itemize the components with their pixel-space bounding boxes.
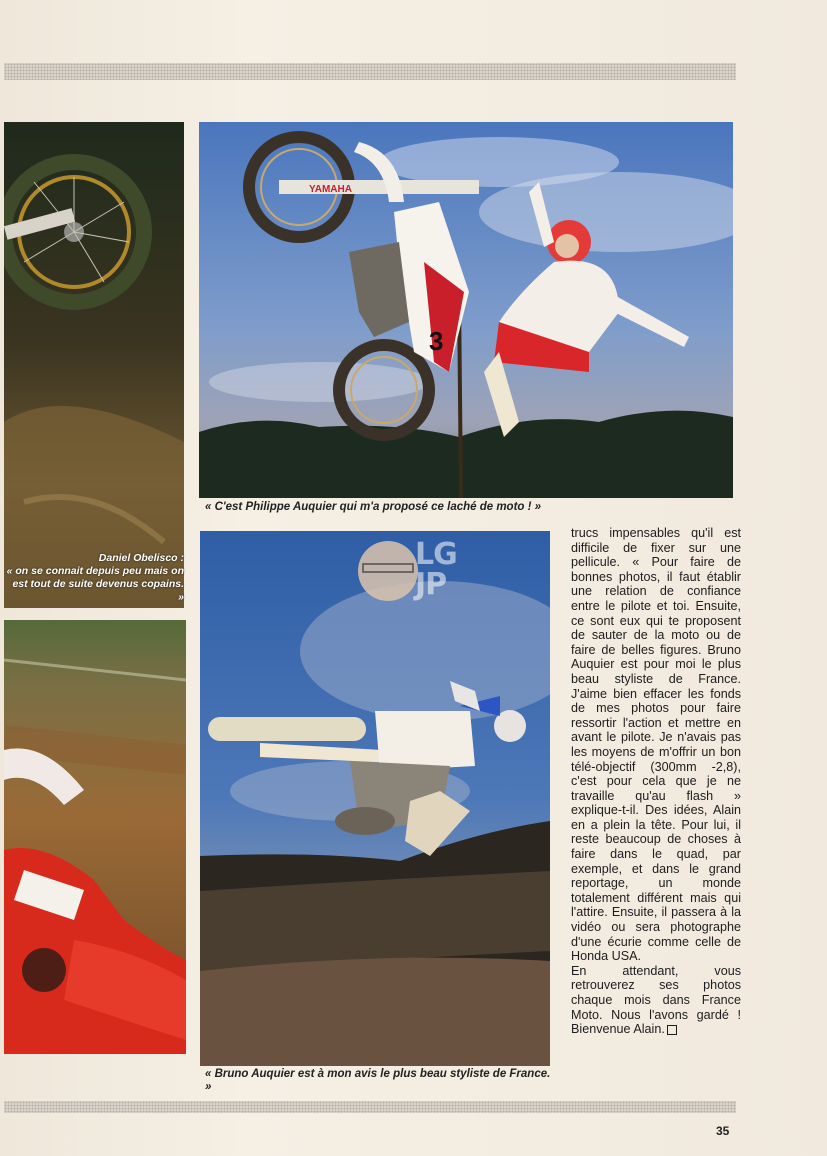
page-number: 35 (716, 1124, 730, 1138)
left-caption-name: Daniel Obelisco : (98, 552, 184, 564)
left-caption-quote: « on se connait depuis peu mais on est tout de suite devenus copains. » (6, 565, 184, 603)
bike-number: 3 (429, 326, 444, 356)
bottom-jump-photo (200, 531, 550, 1066)
article-paragraph-2 (571, 964, 741, 1037)
top-decorative-band (4, 63, 736, 80)
bottom-photo-caption: « Bruno Auquier est à mon avis le plus beau styliste de France. » (205, 1068, 551, 1093)
photographer-watermark (415, 537, 467, 602)
left-bottom-photo (4, 620, 186, 1054)
article-column (571, 526, 741, 1037)
article-paragraph-1: trucs impensables qu'il est difficile de fixer sur une pellicule. « Pour faire de bonnes photos, il faut établir une relation de confiance entre le pilote et toi. Ensuite, ce sont eux qui te proposent de sauter de la moto ou de faire de belles figures. Bruno Auquier est pour moi le plus beau styliste de France. J'aime bien effacer les fonds de mes photos pour faire ressortir l'action et mettre en avant le pilote. Je n'avais pas les moyens de m'offrir un bon télé-objectif (300mm -2,8), c'est pour cela que je ne travaille qu'au flash » explique-t-il. Des idées, Alain en a plein la tête. Pour lui, il reste beaucoup de choses à faire dans le quad, par exemple, et dans le grand reportage, un monde totalement différent mais qui l'attire. Ensuite, il passera à la vidéo ou sera photographe d'une écurie comme celle de Honda USA. (571, 526, 741, 964)
top-photo-caption: « C'est Philippe Auquier qui m'a proposé ce laché de moto ! » (205, 501, 542, 513)
left-photo-caption (4, 552, 184, 604)
end-mark-icon (667, 1025, 677, 1035)
left-top-photo (4, 122, 184, 608)
watermark-line-2: JP (415, 567, 447, 602)
yamaha-fork-label: YAMAHA (309, 184, 352, 195)
article-paragraph-2-text: En attendant, vous retrouverez ses photos chaque mois dans France Moto. Nous l'avons gardé ! Bienvenue Alain. (571, 963, 741, 1037)
watermark-line-1: LG (415, 537, 457, 572)
top-jump-photo (199, 122, 733, 498)
bottom-decorative-band (4, 1101, 736, 1113)
